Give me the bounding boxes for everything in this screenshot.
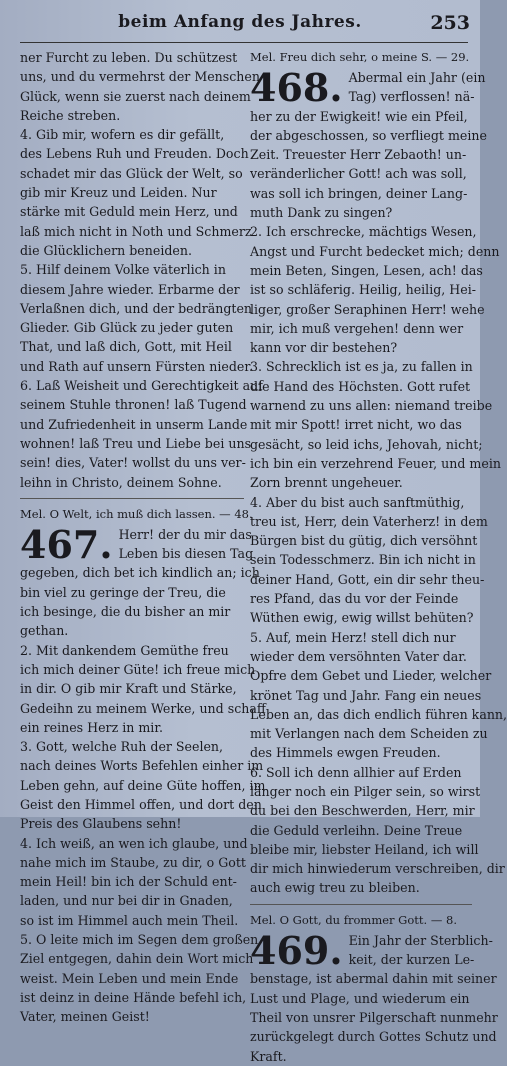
text-line: leihn in Christo, deinem Sohne. — [20, 474, 222, 490]
text-line: benstage, ist abermal dahin mit seiner — [250, 971, 497, 987]
text-line: des Himmels ewgen Freuden. — [250, 745, 441, 761]
text-line: Glieder. Gib Glück zu jeder guten — [20, 320, 234, 336]
header-rule — [20, 42, 468, 43]
text-line: 5. Auf, mein Herz! stell dich nur — [250, 629, 456, 645]
text-line: auch ewig treu zu bleiben. — [250, 880, 420, 896]
text-line: du bei den Beschwerden, Herr, mir — [250, 803, 475, 819]
text-line: Ziel entgegen, dahin dein Wort mich — [20, 951, 254, 967]
text-line: sein! dies, Vater! wollst du uns ver- — [20, 455, 246, 471]
text-line: mit mir Spott! irret nicht, wo das — [250, 417, 462, 433]
text-line: seinem Stuhle thronen! laß Tugend — [20, 397, 247, 413]
text-line: ich mich deiner Güte! ich freue mich — [20, 661, 256, 677]
text-line: kann vor dir bestehen? — [250, 340, 398, 356]
text-line: Ein Jahr der Sterblich- — [348, 932, 493, 948]
text-line: gethan. — [20, 623, 69, 639]
hymn-467 — [20, 521, 260, 641]
text-line: keit, der kurzen Le- — [348, 952, 475, 968]
text-line: mein Beten, Singen, Lesen, ach! das — [250, 262, 483, 278]
text-line: die Hand des Höchsten. Gott rufet — [250, 378, 471, 394]
text-line: Gedeihn zu meinem Werke, und schaff — [20, 700, 266, 716]
text-line: veränderlicher Gott! ach was soll, — [250, 166, 467, 182]
text-line: 4. Ich weiß, an wen ich glaube, und — [20, 835, 248, 851]
text-line: 3. Schrecklich ist es ja, zu fallen in — [250, 359, 473, 375]
melody-line-469: Mel. O Gott, du frommer Gott. — 8. — [250, 912, 457, 927]
text-line: des Lebens Ruh und Freuden. Doch — [20, 146, 249, 162]
text-line: 2. Ich erschrecke, mächtigs Wesen, — [250, 224, 477, 240]
text-line: die Glücklichern beneiden. — [20, 242, 192, 258]
text-line: Kraft. — [250, 1048, 287, 1064]
text-line: ist deinz in deine Hände befehl ich, — [20, 989, 247, 1005]
text-line: Zeit. Treuester Herr Zebaoth! un- — [250, 147, 467, 163]
text-line: gesächt, so leid ichs, Jehovah, nicht; — [250, 436, 483, 452]
text-line: laß mich nicht in Noth und Schmerz — [20, 223, 252, 239]
text-line: diesem Jahre wieder. Erbarme der — [20, 281, 240, 297]
text-line: länger noch ein Pilger sein, so wirst — [250, 783, 481, 799]
text-line: ist so schläferig. Heilig, heilig, Hei- — [250, 282, 477, 298]
hymn-number: 467. — [20, 521, 113, 567]
verse-4 — [20, 125, 252, 260]
left-column — [20, 48, 266, 1027]
text-line: und Zufriedenheit in unserm Lande — [20, 416, 248, 432]
text-line: 4. Gib mir, wofern es dir gefällt, — [20, 127, 225, 143]
text-line: 6. Soll ich denn allhier auf Erden — [250, 764, 462, 780]
text-line: Leben an, das dich endlich führen kann, — [250, 706, 507, 722]
text-line: laden, und nur bei dir in Gnaden, — [20, 893, 233, 909]
text-line: schadet mir das Glück der Welt, so — [20, 165, 243, 181]
text-line: 5. O leite mich im Segen dem großen — [20, 932, 259, 948]
text-line: der abgeschossen, so verfliegt meine — [250, 127, 487, 143]
text-line: ner Furcht zu leben. Du schützest — [20, 50, 238, 65]
text-line: ein reines Herz in mir. — [20, 719, 163, 735]
text-line: treu ist, Herr, dein Vaterherz! in dem — [250, 513, 488, 529]
text-line: muth Dank zu singen? — [250, 205, 393, 221]
text-line: 2. Mit dankendem Gemüthe freu — [20, 642, 229, 658]
page-number: 253 — [430, 12, 470, 34]
text-line: nahe mich im Staube, zu dir, o Gott — [20, 854, 246, 870]
text-line: Wüthen ewig, ewig willst behüten? — [250, 610, 474, 626]
text-line: Leben gehn, auf deine Güte hoffen, im — [20, 777, 266, 793]
continued-verse — [20, 48, 260, 125]
hymn-468-verse-2 — [250, 222, 500, 357]
melody-line-468: Mel. Freu dich sehr, o meine S. — 29. — [250, 50, 470, 64]
text-line: krönet Tag und Jahr. Fang ein neues — [250, 687, 482, 703]
text-line: Reiche streben. — [20, 107, 121, 123]
text-line: gegeben, dich bet ich kindlich an; ich — [20, 565, 260, 581]
text-line: was soll ich bringen, deiner Lang- — [250, 185, 468, 201]
text-line: stärke mit Geduld mein Herz, und — [20, 204, 238, 220]
text-line: ich besinge, die du bisher an mir — [20, 604, 231, 620]
text-line: Geist den Himmel offen, und dort den — [20, 796, 262, 812]
text-line: Abermal ein Jahr (ein — [348, 70, 486, 85]
text-line: Angst und Furcht bedecket mich; denn — [250, 243, 500, 259]
text-line: bin viel zu geringe der Treu, die — [20, 584, 226, 600]
text-line: und Rath auf unsern Fürsten nieder. — [20, 358, 254, 374]
text-line: deiner Hand, Gott, ein dir sehr theu- — [250, 571, 485, 587]
text-line: bleibe mir, liebster Heiland, ich will — [250, 841, 479, 857]
text-line: dir mich hinwiederum verschreiben, dir — [250, 861, 505, 877]
text-line: Verlaßnen dich, und der bedrängten — [20, 300, 253, 316]
text-line: 6. Laß Weisheit und Gerechtigkeit auf — [20, 378, 263, 394]
text-line: zurückgelegt durch Gottes Schutz und — [250, 1029, 497, 1045]
text-line: Glück, wenn sie zuerst nach deinem — [20, 88, 251, 104]
hymn-467-verse-2 — [20, 641, 266, 737]
hymn-number: 468. — [250, 65, 343, 110]
hymn-468 — [250, 65, 487, 222]
verse-5 — [20, 260, 254, 376]
right-column — [250, 48, 507, 1066]
text-line: Theil von unsrer Pilgerschaft nunmehr — [250, 1009, 498, 1025]
text-line: 3. Gott, welche Ruh der Seelen, — [20, 739, 224, 755]
text-line: res Pfand, das du vor der Feinde — [250, 591, 459, 607]
text-line: Bürgen bist du gütig, dich versöhnt — [250, 533, 478, 549]
text-line: 5. Hilf deinem Volke väterlich in — [20, 262, 226, 278]
text-line: mit Verlangen nach dem Scheiden zu — [250, 726, 488, 742]
text-line: weist. Mein Leben und mein Ende — [20, 970, 239, 986]
text-line: gib mir Kreuz und Leiden. Nur — [20, 185, 217, 201]
hymn-divider — [20, 498, 244, 499]
text-line: die Geduld verleihn. Deine Treue — [250, 822, 463, 838]
text-line: liger, großer Seraphinen Herr! wehe — [250, 301, 485, 317]
text-line: 4. Aber du bist auch sanftmüthig, — [250, 494, 465, 510]
text-line: warnend zu uns allen: niemand treibe — [250, 398, 493, 414]
text-line: mein Heil! bin ich der Schuld ent- — [20, 874, 237, 890]
text-line: Preis des Glaubens sehn! — [20, 816, 182, 832]
text-line: Opfre dem Gebet und Lieder, welcher — [250, 668, 492, 684]
text-line: Lust und Plage, und wiederum ein — [250, 990, 470, 1006]
hymn-469 — [250, 927, 498, 1066]
hymn-number: 469. — [250, 927, 343, 973]
text-line: uns, und du vermehrst der Menschen — [20, 69, 260, 85]
hymn-467-verse-3 — [20, 737, 266, 833]
text-line: mir, ich muß vergehen! denn wer — [250, 320, 464, 336]
text-line: her zu der Ewigkeit! wie ein Pfeil, — [250, 108, 468, 124]
text-line: sein Todesschmerz. Bin ich nicht in — [250, 552, 476, 568]
text-line: Vater, meinen Geist! — [20, 1009, 150, 1025]
text-line: so ist im Himmel auch mein Theil. — [20, 912, 239, 928]
text-line: in dir. O gib mir Kraft und Stärke, — [20, 681, 237, 697]
hymn-467-verse-4 — [20, 834, 248, 930]
melody-line-467: Mel. O Welt, ich muß dich lassen. — 48. — [20, 506, 253, 521]
text-line: wohnen! laß Treu und Liebe bei uns — [20, 435, 252, 451]
text-line: Herr! der du mir das — [118, 526, 252, 542]
verse-6 — [20, 376, 263, 492]
text-line: wieder dem versöhnten Vater dar. — [250, 648, 467, 664]
hymn-468-verse-4 — [250, 493, 488, 628]
hymn-468-verse-6 — [250, 763, 505, 898]
hymn-468-verse-3 — [250, 357, 501, 492]
hymn-467-verse-5 — [20, 930, 259, 1026]
text-line: Tag) verflossen! nä- — [348, 89, 475, 105]
text-line: That, und laß dich, Gott, mit Heil — [20, 339, 232, 355]
text-line: Zorn brennt ungeheuer. — [250, 475, 403, 491]
page-header — [0, 12, 480, 42]
running-title: beim Anfang des Jahres. — [118, 12, 362, 32]
hymn-468-verse-5 — [250, 628, 507, 763]
text-line: nach deines Worts Befehlen einher im — [20, 758, 264, 774]
text-line: Leben bis diesen Tag — [118, 546, 254, 562]
hymn-divider — [250, 904, 472, 905]
text-line: ich bin ein verzehrend Feuer, und mein — [250, 455, 501, 471]
